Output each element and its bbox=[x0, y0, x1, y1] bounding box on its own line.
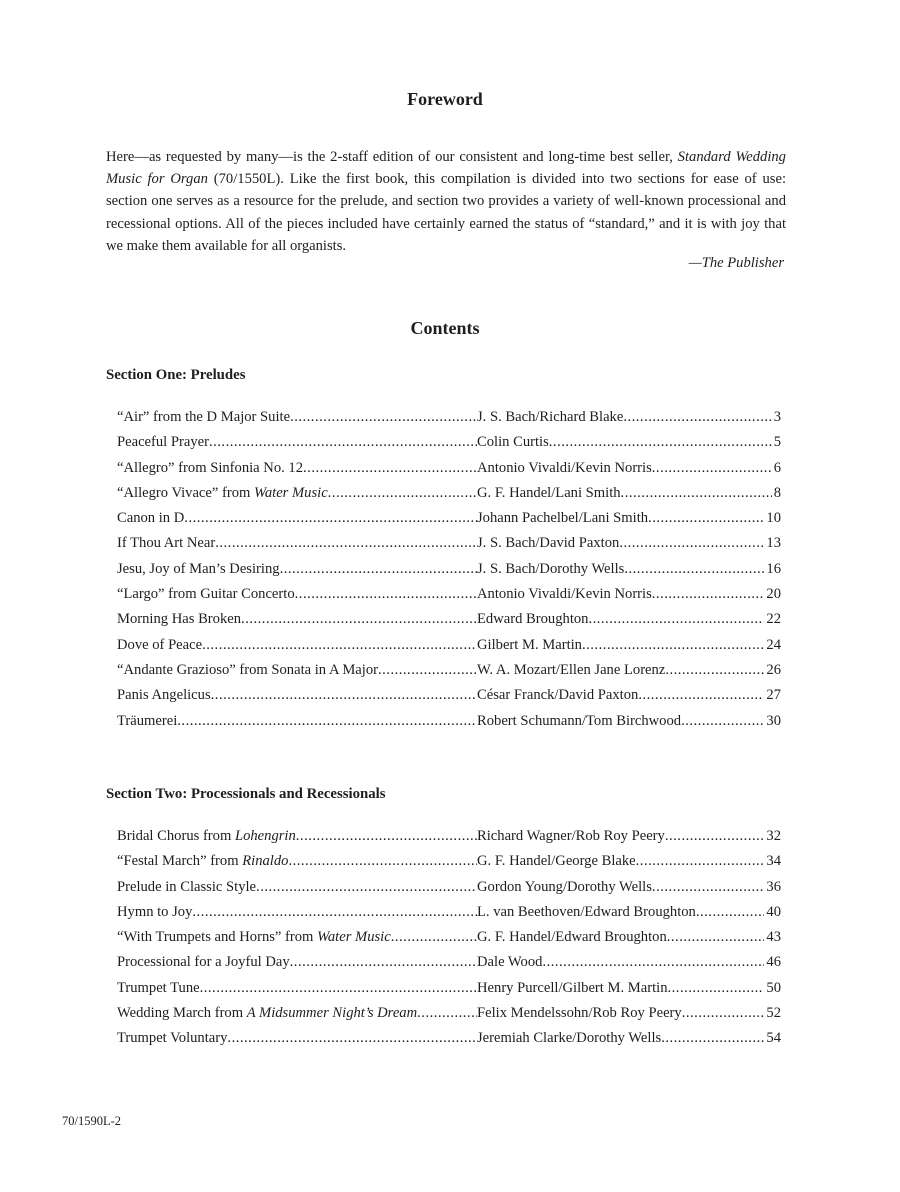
toc-title-cell bbox=[117, 637, 477, 654]
dot-leader bbox=[668, 980, 765, 997]
toc-row bbox=[117, 828, 781, 853]
dot-leader bbox=[290, 954, 477, 971]
toc-arranger: G. F. Handel/Edward Broughton bbox=[477, 929, 667, 946]
toc-title-text: Prelude in Classic Style bbox=[117, 878, 257, 895]
toc-title bbox=[117, 485, 328, 502]
toc-row bbox=[117, 954, 781, 979]
toc-title bbox=[117, 460, 303, 477]
toc-title-text: If Thou Art Near bbox=[117, 535, 216, 552]
toc-title-cell bbox=[117, 611, 477, 628]
toc-arranger: J. S. Bach/Dorothy Wells bbox=[477, 560, 625, 577]
toc-title bbox=[117, 904, 192, 921]
toc-row bbox=[117, 662, 781, 687]
toc-title-text: “Largo” from Guitar Concerto bbox=[117, 586, 295, 603]
toc-arranger: G. F. Handel/Lani Smith bbox=[477, 484, 621, 501]
toc-title-cell bbox=[117, 1030, 477, 1047]
toc-title-cell bbox=[117, 1005, 477, 1022]
dot-leader bbox=[215, 535, 477, 552]
dot-leader bbox=[241, 611, 477, 628]
toc-title-italic: Rinaldo bbox=[242, 853, 289, 870]
catalog-number: 70/1590L-2 bbox=[62, 1114, 122, 1128]
toc-arranger: César Franck/David Paxton bbox=[477, 687, 639, 704]
toc-arranger: Johann Pachelbel/Lani Smith bbox=[477, 510, 649, 527]
toc-title bbox=[117, 637, 202, 654]
toc-arranger: W. A. Mozart/Ellen Jane Lorenz bbox=[477, 661, 666, 678]
dot-leader bbox=[391, 929, 477, 946]
dot-leader bbox=[177, 713, 477, 730]
toc-title-italic: A Midsummer Night’s Dream bbox=[246, 1005, 418, 1022]
toc-title bbox=[117, 929, 391, 946]
toc-arranger-cell bbox=[477, 954, 781, 971]
toc-title-text: Wedding March from bbox=[117, 1005, 247, 1022]
toc-arranger-cell bbox=[477, 879, 781, 896]
dot-leader bbox=[288, 853, 477, 870]
dot-leader bbox=[619, 535, 764, 552]
toc-page-number: 34 bbox=[766, 853, 781, 870]
toc-row bbox=[117, 586, 781, 611]
toc-page-number: 46 bbox=[766, 954, 781, 971]
toc-title bbox=[117, 1030, 227, 1047]
toc-title-italic: Water Music bbox=[254, 484, 328, 501]
toc-page-number: 24 bbox=[766, 636, 781, 653]
toc-title-cell bbox=[117, 485, 477, 502]
dot-leader bbox=[209, 434, 477, 451]
dot-leader bbox=[665, 662, 764, 679]
toc-arranger: Colin Curtis bbox=[477, 434, 549, 451]
toc-title-text: Trumpet Tune bbox=[117, 979, 200, 996]
toc-title bbox=[117, 980, 200, 997]
dot-leader bbox=[296, 828, 477, 845]
toc-title-cell bbox=[117, 434, 477, 451]
section-two-title: Section Two: Processionals and Recessionals bbox=[106, 786, 386, 802]
toc-arranger: J. S. Bach/David Paxton bbox=[477, 535, 620, 552]
toc-title bbox=[117, 434, 209, 451]
toc-page-number: 54 bbox=[766, 1030, 781, 1047]
toc-title bbox=[117, 687, 211, 704]
toc-page-number: 13 bbox=[766, 535, 781, 552]
toc-title-cell bbox=[117, 535, 477, 552]
toc-title-cell bbox=[117, 980, 477, 997]
dot-leader bbox=[661, 1030, 764, 1047]
toc-arranger-cell bbox=[477, 904, 781, 921]
toc-arranger: Henry Purcell/Gilbert M. Martin bbox=[477, 979, 668, 996]
toc-title-text: “Andante Grazioso” from Sonata in A Major bbox=[117, 661, 378, 678]
toc-arranger: Richard Wagner/Rob Roy Peery bbox=[477, 828, 665, 844]
toc-row bbox=[117, 611, 781, 636]
toc-row bbox=[117, 879, 781, 904]
toc-title-text: Peaceful Prayer bbox=[117, 434, 209, 451]
toc-title bbox=[117, 409, 290, 426]
toc-title-cell bbox=[117, 904, 477, 921]
toc-row bbox=[117, 409, 781, 434]
toc-title-text: Jesu, Joy of Man’s Desiring bbox=[117, 560, 280, 577]
toc-title bbox=[117, 828, 296, 845]
toc-title bbox=[117, 853, 288, 870]
dot-leader bbox=[681, 713, 764, 730]
toc-title-text: Hymn to Joy bbox=[117, 903, 193, 920]
dot-leader bbox=[621, 485, 772, 502]
toc-arranger: Jeremiah Clarke/Dorothy Wells bbox=[477, 1030, 662, 1047]
toc-row bbox=[117, 980, 781, 1005]
toc-row bbox=[117, 561, 781, 586]
toc-arranger-cell bbox=[477, 980, 781, 997]
toc-title-cell bbox=[117, 662, 477, 679]
toc-title bbox=[117, 1005, 417, 1022]
toc-arranger-cell bbox=[477, 510, 781, 527]
toc-arranger: Gilbert M. Martin bbox=[477, 636, 582, 653]
toc-page-number: 30 bbox=[766, 712, 781, 729]
dot-leader bbox=[256, 879, 477, 896]
toc-arranger-cell bbox=[477, 853, 781, 870]
dot-leader bbox=[192, 904, 477, 921]
toc-title-cell bbox=[117, 510, 477, 527]
toc-title-cell bbox=[117, 713, 477, 730]
toc-arranger-cell bbox=[477, 713, 781, 730]
dot-leader bbox=[652, 879, 764, 896]
toc-title-text: “Allegro Vivace” from bbox=[117, 484, 255, 501]
toc-arranger-cell bbox=[477, 586, 781, 603]
toc-title-cell bbox=[117, 460, 477, 477]
foreword-title: Foreword bbox=[407, 89, 483, 109]
toc-page-number: 32 bbox=[766, 828, 781, 844]
toc-arranger: Antonio Vivaldi/Kevin Norris bbox=[477, 459, 652, 476]
toc-page-number: 10 bbox=[766, 510, 781, 527]
toc-arranger-cell bbox=[477, 434, 781, 451]
dot-leader bbox=[588, 611, 764, 628]
dot-leader bbox=[696, 904, 765, 921]
toc-arranger: Robert Schumann/Tom Birchwood bbox=[477, 712, 682, 729]
dot-leader bbox=[648, 510, 764, 527]
section-one-list bbox=[117, 409, 781, 738]
toc-arranger: Edward Broughton bbox=[477, 611, 589, 628]
toc-page-number: 22 bbox=[766, 611, 781, 628]
toc-row bbox=[117, 904, 781, 929]
toc-arranger: G. F. Handel/George Blake bbox=[477, 853, 636, 870]
dot-leader bbox=[652, 460, 772, 477]
toc-title-text: “Festal March” from bbox=[117, 853, 243, 870]
dot-leader bbox=[200, 980, 477, 997]
toc-page-number: 50 bbox=[766, 979, 781, 996]
toc-row bbox=[117, 485, 781, 510]
toc-page-number: 40 bbox=[766, 903, 781, 920]
toc-row bbox=[117, 637, 781, 662]
toc-title-cell bbox=[117, 586, 477, 603]
toc-row bbox=[117, 687, 781, 712]
toc-title bbox=[117, 510, 184, 527]
toc-title-cell bbox=[117, 828, 477, 845]
dot-leader bbox=[295, 586, 477, 603]
toc-title bbox=[117, 611, 241, 628]
dot-leader bbox=[549, 434, 772, 451]
foreword-text-b: (70/1550L). Like the first book, this compilation is divided into two sections for ease of use: section one serves as a resource for the prelude, and section two provides a variety of well-known processional and recessional options. All of the pieces included have certainly earned the status of “standard,” and it is with joy that we make them available for all organists. bbox=[106, 171, 787, 254]
toc-title-cell bbox=[117, 561, 477, 578]
toc-title-cell bbox=[117, 687, 477, 704]
toc-arranger: L. van Beethoven/Edward Broughton bbox=[477, 903, 696, 920]
toc-title-cell bbox=[117, 409, 477, 426]
dot-leader bbox=[202, 637, 477, 654]
toc-title-text: Dove of Peace bbox=[117, 636, 203, 653]
dot-leader bbox=[280, 561, 477, 578]
section-two-list bbox=[117, 828, 781, 1056]
toc-arranger-cell bbox=[477, 561, 781, 578]
dot-leader bbox=[582, 637, 764, 654]
toc-arranger-cell bbox=[477, 535, 781, 552]
toc-title-text: “With Trumpets and Horns” from bbox=[117, 929, 318, 946]
toc-arranger: Gordon Young/Dorothy Wells bbox=[477, 878, 652, 895]
toc-arranger-cell bbox=[477, 460, 781, 477]
toc-row bbox=[117, 434, 781, 459]
toc-arranger: J. S. Bach/Richard Blake bbox=[477, 409, 624, 425]
toc-title-italic: Water Music bbox=[317, 929, 391, 946]
toc-arranger: Felix Mendelssohn/Rob Roy Peery bbox=[477, 1005, 682, 1022]
toc-title bbox=[117, 535, 215, 552]
toc-arranger: Dale Wood bbox=[477, 954, 543, 971]
toc-title-text: Canon in D bbox=[117, 510, 185, 527]
toc-row bbox=[117, 1005, 781, 1030]
dot-leader bbox=[667, 929, 765, 946]
toc-title bbox=[117, 879, 256, 896]
toc-title-text: Morning Has Broken bbox=[117, 611, 242, 628]
toc-page-number: 26 bbox=[766, 661, 781, 678]
foreword-text-a: Here—as requested by many—is the 2-staff edition of our consistent and long-time best seller, bbox=[106, 149, 678, 165]
toc-row bbox=[117, 853, 781, 878]
toc-page-number: 27 bbox=[766, 687, 781, 704]
dot-leader bbox=[227, 1030, 477, 1047]
toc-row bbox=[117, 460, 781, 485]
toc-arranger-cell bbox=[477, 828, 781, 845]
toc-arranger-cell bbox=[477, 611, 781, 628]
toc-arranger-cell bbox=[477, 1005, 781, 1022]
toc-title-text: “Allegro” from Sinfonia No. 12 bbox=[117, 459, 304, 476]
toc-row bbox=[117, 713, 781, 738]
foreword-signature: —The Publisher bbox=[688, 255, 784, 271]
dot-leader bbox=[417, 1005, 477, 1022]
toc-title-text: “Air” from the D Major Suite bbox=[117, 409, 291, 425]
foreword-book-title: Standard Wedding Music for Organ bbox=[106, 149, 786, 188]
toc-title bbox=[117, 713, 177, 730]
foreword-paragraph bbox=[106, 146, 786, 257]
toc-title-cell bbox=[117, 929, 477, 946]
toc-title-text: Bridal Chorus from bbox=[117, 828, 235, 844]
toc-page-number: 8 bbox=[773, 484, 781, 501]
toc-title-text: Processional for a Joyful Day bbox=[117, 954, 290, 971]
toc-page-number: 3 bbox=[773, 409, 781, 425]
dot-leader bbox=[184, 510, 477, 527]
toc-row bbox=[117, 929, 781, 954]
toc-page-number: 5 bbox=[773, 434, 781, 451]
toc-title-cell bbox=[117, 954, 477, 971]
toc-arranger-cell bbox=[477, 929, 781, 946]
dot-leader bbox=[290, 409, 477, 426]
toc-row bbox=[117, 510, 781, 535]
toc-title bbox=[117, 954, 290, 971]
toc-title-cell bbox=[117, 879, 477, 896]
dot-leader bbox=[328, 485, 477, 502]
toc-page-number: 36 bbox=[766, 878, 781, 895]
dot-leader bbox=[638, 687, 764, 704]
dot-leader bbox=[378, 662, 477, 679]
contents-title: Contents bbox=[410, 318, 480, 338]
section-one-title: Section One: Preludes bbox=[106, 367, 246, 383]
toc-page-number: 20 bbox=[766, 586, 781, 603]
toc-title bbox=[117, 662, 378, 679]
dot-leader bbox=[665, 828, 765, 845]
toc-arranger-cell bbox=[477, 662, 781, 679]
toc-title bbox=[117, 561, 280, 578]
toc-title-italic: Lohengrin bbox=[234, 828, 296, 844]
toc-page-number: 43 bbox=[766, 929, 781, 946]
toc-title bbox=[117, 586, 295, 603]
dot-leader bbox=[636, 853, 765, 870]
dot-leader bbox=[303, 460, 477, 477]
dot-leader bbox=[211, 687, 477, 704]
toc-arranger-cell bbox=[477, 485, 781, 502]
toc-arranger-cell bbox=[477, 637, 781, 654]
toc-arranger: Antonio Vivaldi/Kevin Norris bbox=[477, 586, 652, 603]
toc-arranger-cell bbox=[477, 687, 781, 704]
toc-title-cell bbox=[117, 853, 477, 870]
toc-page-number: 52 bbox=[766, 1005, 781, 1022]
toc-row bbox=[117, 535, 781, 560]
toc-arranger-cell bbox=[477, 409, 781, 426]
dot-leader bbox=[682, 1005, 765, 1022]
dot-leader bbox=[542, 954, 764, 971]
toc-page-number: 16 bbox=[766, 560, 781, 577]
toc-arranger-cell bbox=[477, 1030, 781, 1047]
dot-leader bbox=[652, 586, 765, 603]
dot-leader bbox=[624, 561, 764, 578]
dot-leader bbox=[623, 409, 771, 426]
toc-title-text: Panis Angelicus bbox=[117, 687, 211, 704]
toc-title-text: Trumpet Voluntary bbox=[117, 1030, 228, 1047]
toc-row bbox=[117, 1030, 781, 1055]
toc-page-number: 6 bbox=[773, 459, 781, 476]
toc-title-text: Träumerei bbox=[117, 712, 178, 729]
